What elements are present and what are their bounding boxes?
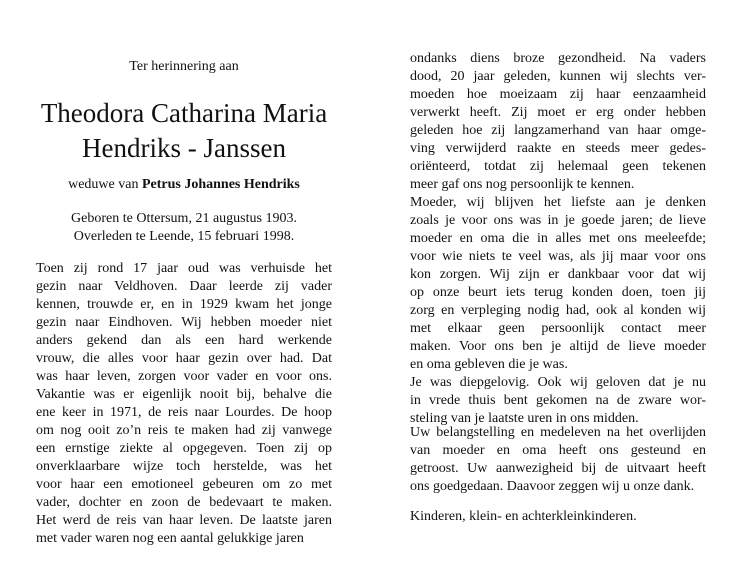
text-line: geleden hoe zij langzamerhand van haar omge- [410,123,706,138]
text-line: gezin naar Veldhoven. Daar leerde zij vader [36,279,332,294]
text-line: ving verwijderd raakte en steeds meer gedes- [410,141,706,156]
text-line: was haar leven, zorgen voor vader en voor ons. [36,369,332,384]
text-line: meer gaf ons nog persoonlijk te kennen. [410,177,635,192]
text-line: onverklaarbare wijze toch herstelde, was het [36,459,332,474]
text-line: met vader waren nog een aantal gelukkige jaren [36,531,304,546]
deceased-name-line1: Theodora Catharina Maria [40,98,328,128]
text-line: van moeder en oma heeft ons gesteund en [410,443,706,458]
text-line: moeden hoe moeizaam zij haar eenzaamheid [410,87,706,102]
text-line: ene keer in 1971, de reis naar Lourdes. De hoop [36,405,332,420]
text-line: dood, 20 jaar geleden, kunnen wij slechts ver- [410,69,706,84]
signature-line: Kinderen, klein- en achterkleinkinderen. [410,509,637,524]
text-line: Vakantie was er eigenlijk nooit bij, behalve die [36,387,332,402]
husband-name: Petrus Johannes Hendriks [141,177,300,192]
text-line: maken. Voor ons ben je altijd de lieve moeder [410,339,706,354]
text-line: zorg en verpleging nodig had, ook al konden wij [410,303,706,318]
signature-block [410,508,706,526]
text-line: en oma gebleven die je was. [410,357,568,372]
text-line: vader, dochter en zoon de bedevaart te maken. [36,495,332,510]
text-line: oriënteerd, totdat zij helemaal geen tekenen [410,159,706,174]
text-line: op onze beurt iets terug konden doen, toen jij [410,285,706,300]
text-line: zoals je voor ons was in je goede jaren; de lieve [410,213,706,228]
text-line: in vrede thuis bent gekomen na de zware wor- [410,393,706,408]
thanks-paragraph [410,424,706,496]
text-line: voor haar een emotioneel gebeuren om zo met [36,477,332,492]
text-line: steling van je laatste uren in ons midden. [410,411,639,426]
dates-block [36,210,332,246]
widow-prefix: weduwe van [68,177,142,192]
remembrance-paragraph [410,50,706,428]
life-story-paragraph [36,260,332,548]
text-line: kon zorgen. Wij zijn er dankbaar voor dat wij [410,267,706,282]
text-line: om nog ooit zo’n reis te maken had zij vanwege [36,423,332,438]
text-line: Moeder, wij blijven het liefste aan je denken [410,195,706,210]
deceased-name-line2: Hendriks - Janssen [82,133,286,163]
text-line: ons goedgedaan. Daavoor zeggen wij u onze dank. [410,479,695,494]
intro-line: Ter herinnering aan [129,59,239,74]
text-line: voor wie niets te veel was, als jij maar voor ons [410,249,706,264]
text-line: moeder en oma die in alles met ons meeleefde; [410,231,706,246]
death-line: Overleden te Leende, 15 februari 1998. [73,229,295,244]
widow-line [36,177,332,193]
text-line: Uw belangstelling en medeleven na het overlijden [410,425,706,440]
birth-line: Geboren te Ottersum, 21 augustus 1903. [71,211,297,226]
text-line: ondanks diens broze gezondheid. Na vaders [410,51,706,66]
text-line: verwerkt heeft. Zij moet er erg onder hebben [410,105,706,120]
text-line: Het werd de reis van haar leven. De laatste jaren [36,513,332,528]
text-line: kennen, trouwde er, en in 1929 kwam het jonge [36,297,332,312]
text-line: met elkaar geen persoonlijk contact meer [410,321,706,336]
text-line: getroost. Uw aanwezigheid bij de uitvaart heeft [410,461,706,476]
text-line: Je was diepgelovig. Ook wij geloven dat je nu [410,375,706,390]
text-line: Toen zij rond 17 jaar oud was verhuisde het [36,261,332,276]
text-line: een ernstige ziekte al opgegeven. Toen zij op [36,441,332,456]
text-line: anders gekend dan als een hard werkende [36,333,332,348]
text-line: vrouw, die alles voor haar gezin over had. Dat [36,351,332,366]
text-line: gezin naar Eindhoven. Wij hebben moeder niet [36,315,332,330]
